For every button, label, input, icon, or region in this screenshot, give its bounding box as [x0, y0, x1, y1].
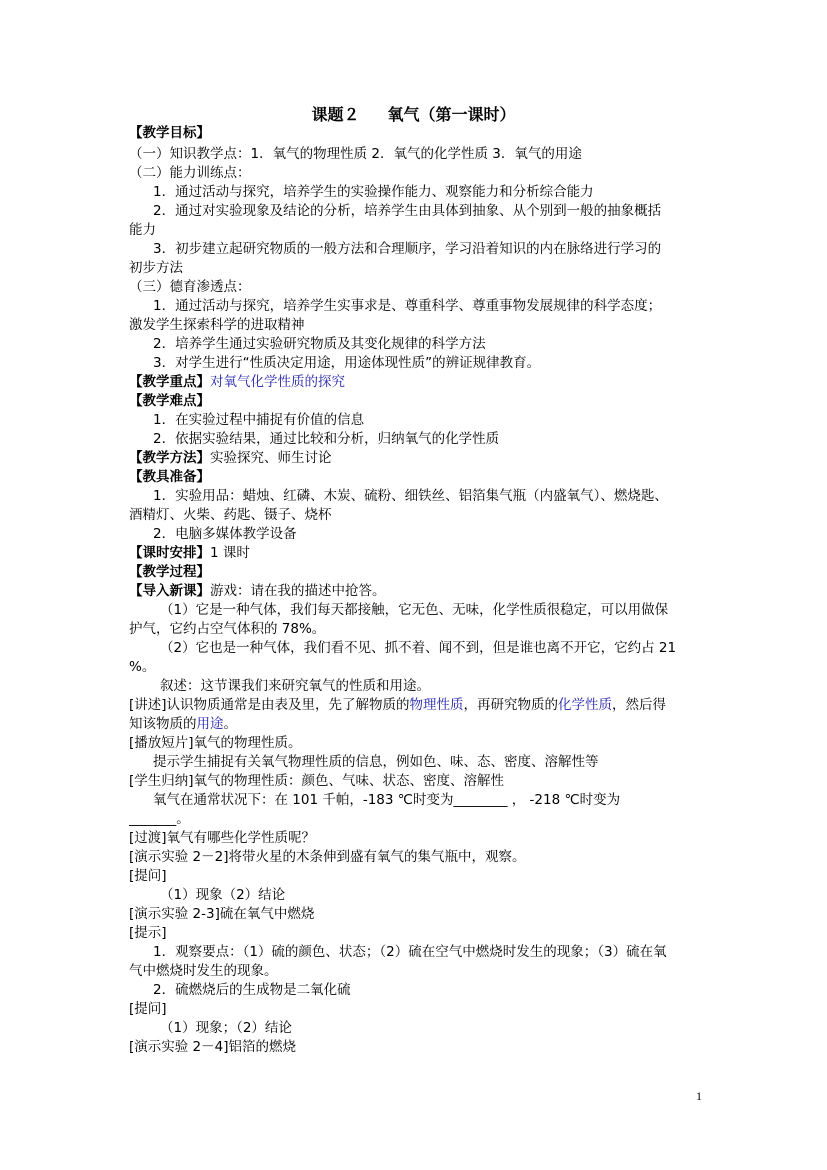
text-line: （1）现象（2）结论: [160, 887, 286, 903]
lesson-title: [0, 104, 827, 126]
text-line: 2．电脑多媒体教学设备: [153, 526, 297, 542]
heading-intro: [129, 582, 709, 601]
heading-process: 【教学过程】: [129, 564, 210, 580]
text-line: 氧气在通常状况下：在 101 千帕，-183 ℃时变为________ ， -218 ℃时变为: [153, 792, 621, 808]
heading-key-point: [129, 373, 709, 392]
text-line: 2．硫燃烧后的生成物是二氧化硫: [153, 982, 351, 998]
text-fragment: [讲述]认识物质通常是由表及里，先了解物质的: [129, 697, 410, 713]
section-label: 【导入新课】: [129, 583, 210, 599]
text-line: [播放短片]氧气的物理性质。: [129, 735, 302, 751]
section-value: 1 课时: [210, 545, 250, 561]
text-line: 1．通过活动与探究，培养学生实事求是、尊重科学、尊重事物发展规律的科学态度；: [153, 298, 662, 314]
text-line: 初步方法: [129, 260, 183, 276]
text-line: 2．依据实验结果，通过比较和分析，归纳氧气的化学性质: [153, 431, 500, 447]
link-physical-properties: 物理性质: [409, 697, 464, 713]
text-line: 2．通过对实验现象及结论的分析，培养学生由具体到抽象、从个别到一般的抽象概括: [153, 203, 662, 219]
text-fragment: ，然后得: [612, 697, 667, 713]
text-line: 1．在实验过程中捕捉有价值的信息: [153, 412, 365, 428]
text-line: %。: [129, 659, 156, 675]
heading-difficulty: 【教学难点】: [129, 393, 210, 409]
text-line: （三）德育渗透点：: [129, 279, 251, 295]
lesson-number: 课题２: [311, 105, 360, 124]
text-fragment: ，再研究物质的: [463, 697, 559, 713]
text-line: 护气，它约占空气体积的 78%。: [129, 621, 326, 637]
section-label: 【教学重点】: [129, 374, 210, 390]
lesson-topic: 氧气（第一课时）: [387, 105, 516, 124]
text-line: [过渡]氧气有哪些化学性质呢？: [129, 830, 316, 846]
text-line: 1．实验用品：蜡烛、红磷、木炭、硫粉、细铁丝、铝箔集气瓶（内盛氧气）、燃烧匙、: [153, 488, 668, 504]
section-value: 游戏：请在我的描述中抢答。: [210, 583, 386, 599]
section-label: 【课时安排】: [129, 545, 210, 561]
text-line: （1）它是一种气体，我们每天都接触，它无色、无味，化学性质很稳定，可以用做保: [160, 602, 669, 618]
text-line: 酒精灯、火柴、药匙、镊子、烧杯: [129, 507, 332, 523]
text-line: [提示]: [129, 925, 167, 941]
heading-schedule: [129, 544, 709, 563]
text-line: 激发学生探索科学的进取精神: [129, 317, 305, 333]
section-value: 对氧气化学性质的探究: [210, 374, 345, 390]
text-line: 3．初步建立起研究物质的一般方法和合理顺序，学习沿着知识的内在脉络进行学习的: [153, 241, 662, 257]
text-line: 2．培养学生通过实验研究物质及其变化规律的科学方法: [153, 336, 486, 352]
text-line: [演示实验 2－4]铝箔的燃烧: [129, 1039, 297, 1055]
text-line: 气中燃烧时发生的现象。: [129, 963, 278, 979]
heading-method: [129, 449, 709, 468]
text-line: 1．通过活动与探究，培养学生的实验操作能力、观察能力和分析综合能力: [153, 184, 594, 200]
text-line: （二）能力训练点：: [129, 165, 251, 181]
text-line: （1）现象；（2）结论: [160, 1020, 292, 1036]
text-line: [提问]: [129, 1001, 167, 1017]
heading-teaching-goals: 【教学目标】: [129, 125, 210, 141]
text-line: 叙述：这节课我们来研究氧气的性质和用途。: [160, 678, 430, 694]
link-chemical-properties: 化学性质: [558, 697, 613, 713]
text-line: [129, 696, 709, 715]
text-line: [129, 715, 709, 734]
text-line: （2）它也是一种气体，我们看不见、抓不着、闻不到，但是谁也离不开它，它约占 21: [160, 640, 677, 656]
text-line: 提示学生捕捉有关氧气物理性质的信息，例如色、味、态、密度、溶解性等: [153, 754, 599, 770]
text-line: [学生归纳]氧气的物理性质：颜色、气味、状态、密度、溶解性: [129, 773, 505, 789]
text-line: （一）知识教学点：1．氧气的物理性质 2．氧气的化学性质 3．氧气的用途: [129, 146, 582, 162]
text-line: 能力: [129, 222, 156, 238]
link-uses: 用途: [196, 716, 224, 732]
text-line: _______。: [129, 811, 190, 827]
text-line: [提问]: [129, 868, 167, 884]
section-value: 实验探究、师生讨论: [210, 450, 332, 466]
text-line: [演示实验 2－2]将带火星的木条伸到盛有氧气的集气瓶中，观察。: [129, 849, 526, 865]
text-fragment: 知该物质的: [129, 716, 197, 732]
heading-materials: 【教具准备】: [129, 469, 210, 485]
text-line: [演示实验 2-3]硫在氧气中燃烧: [129, 906, 315, 922]
text-line: 3．对学生进行“性质决定用途，用途体现性质”的辨证规律教育。: [153, 355, 541, 371]
page-number: 1: [696, 1089, 702, 1103]
section-label: 【教学方法】: [129, 450, 210, 466]
text-fragment: 。: [223, 716, 237, 732]
text-line: 1．观察要点：（1）硫的颜色、状态；（2）硫在空气中燃烧时发生的现象；（3）硫在氧: [153, 944, 667, 960]
